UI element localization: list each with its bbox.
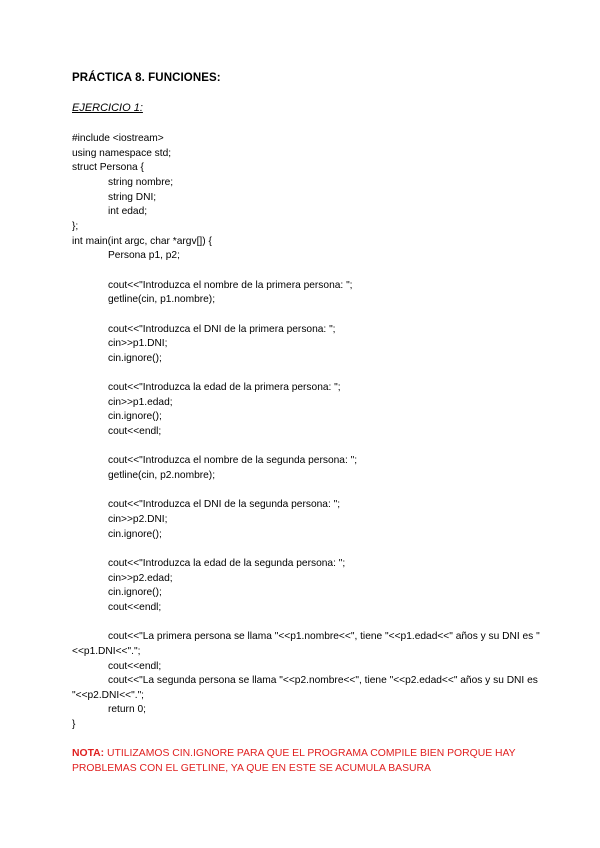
code-line: cin.ignore(); (108, 587, 162, 599)
code-line: Persona p1, p2; (108, 250, 180, 262)
code-block (72, 132, 542, 733)
code-line: cout<<endl; (108, 601, 162, 613)
blank-line (72, 366, 542, 381)
blank-line (72, 308, 542, 323)
code-line: int main(int argc, char *argv[]) { (72, 235, 212, 247)
code-line: cout<<"Introduzca la edad de la primera persona: "; (108, 382, 341, 394)
code-line: getline(cin, p2.nombre); (108, 470, 216, 482)
code-line: cout<<"Introduzca el nombre de la primera persona: "; (108, 279, 353, 291)
note-text: UTILIZAMOS CIN.IGNORE PARA QUE EL PROGRAMA COMPILE BIEN PORQUE HAY PROBLEMAS CON EL GETLINE, YA QUE EN ESTE SE ACUMULA BASURA (72, 748, 516, 774)
code-line: string DNI; (108, 191, 157, 203)
code-line: cout<<"La segunda persona se llama "<<p2.nombre<<", tiene "<<p2.edad<<" años y su DNI es "<<p2.DNI<<"."; (72, 675, 538, 701)
note-paragraph (72, 746, 542, 776)
code-line: } (72, 719, 76, 731)
code-line: cout<<"Introduzca la edad de la segunda persona: "; (108, 557, 346, 569)
code-line: cin>>p1.DNI; (108, 338, 168, 350)
blank-line (72, 264, 542, 279)
blank-line (72, 484, 542, 499)
code-line: cin.ignore(); (108, 352, 162, 364)
code-line: cin.ignore(); (108, 528, 162, 540)
code-line: string nombre; (108, 176, 174, 188)
exercise-heading: EJERCICIO 1: (72, 102, 143, 114)
code-line: cin.ignore(); (108, 411, 162, 423)
blank-line (72, 440, 542, 455)
code-line: cout<<"Introduzca el DNI de la segunda persona: "; (108, 499, 341, 511)
page-title: PRÁCTICA 8. FUNCIONES: (72, 72, 221, 84)
code-line: cin>>p2.edad; (108, 572, 173, 584)
code-line: cout<<endl; (108, 426, 162, 438)
code-line: using namespace std; (72, 147, 172, 159)
code-line: }; (72, 220, 79, 232)
code-line: cin>>p1.edad; (108, 396, 173, 408)
code-line: getline(cin, p1.nombre); (108, 294, 216, 306)
code-line: cout<<"Introduzca el DNI de la primera persona: "; (108, 323, 336, 335)
code-line: cout<<"La primera persona se llama "<<p1.nombre<<", tiene "<<p1.edad<<" años y su DNI es "<<p1.DNI<<"."; (72, 631, 540, 657)
code-line: cin>>p2.DNI; (108, 513, 168, 525)
code-line: #include <iostream> (72, 133, 164, 144)
blank-line (72, 542, 542, 557)
blank-line (72, 616, 542, 631)
code-line: cout<<endl; (108, 660, 162, 672)
code-line: cout<<"Introduzca el nombre de la segunda persona: "; (108, 455, 358, 467)
note-label: NOTA: (72, 748, 105, 759)
code-line: struct Persona { (72, 162, 144, 174)
code-line: return 0; (108, 704, 146, 716)
code-line: int edad; (108, 206, 148, 218)
